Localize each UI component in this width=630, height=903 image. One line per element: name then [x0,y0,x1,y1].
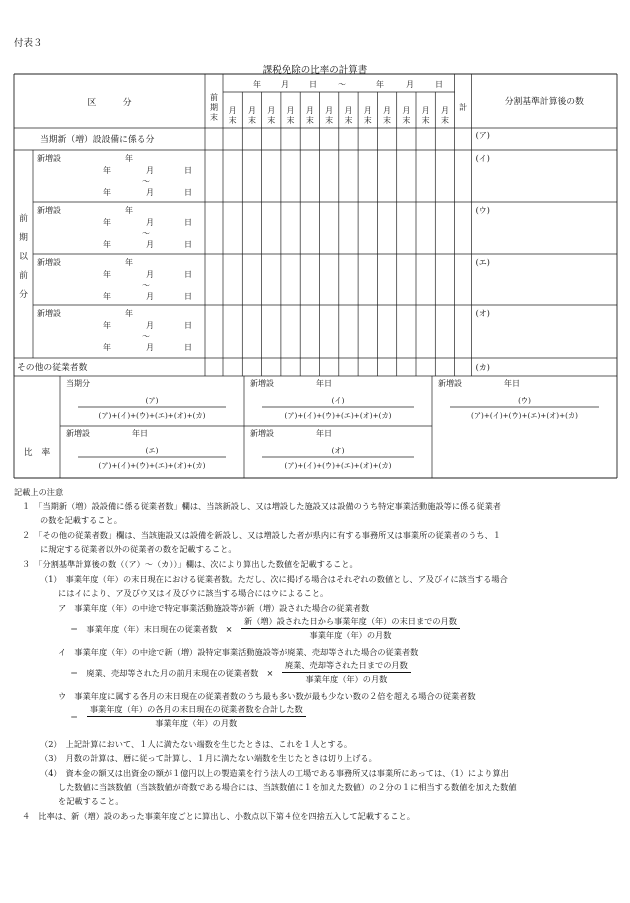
month-column-header: 月 [305,106,314,115]
month-column-header: 月 [325,106,334,115]
ratio-numerator-a: (ア) [145,396,159,405]
period-header-part: 月 [281,80,289,89]
period-header-part: 日 [309,80,317,89]
prev-period-end-header: 前 [210,93,218,102]
period-header-part: 年 [376,80,384,89]
month-column-header: 末 [286,116,295,125]
month-column-header: 月 [383,106,392,115]
note-2-line-2: に規定する従業者以外の従業者の数を記載すること。 [40,544,237,554]
block-tilde: ～ [142,332,150,341]
ratio-cell-heading: 新増設 [250,429,274,438]
block-date-day: 日 [184,343,192,352]
ratio-denominator-o: (ア)+(イ)+(ウ)+(エ)+(オ)+(カ) [284,461,392,470]
block-date-year: 年 [103,270,111,279]
period-header-part: ～ [338,80,346,89]
note-3-4-line-3: を記載すること。 [58,796,124,806]
others-row-label: その他の従業者数 [17,363,88,373]
ratio-label: 比 率 [23,448,51,458]
block-date-day: 日 [184,188,192,197]
note-3: ３ 「分割基準計算後の数（（ア）～（カ））」欄は、次により算出した数値を記載すること。 [22,559,358,569]
note-3-4-line-1: （4） 資本金の額又は出資金の額が１億円以上の製造業を行う法人の工場である事務所又は事業所にあっては、（1）により算出 [40,768,509,778]
block-new-setup-label: 新増設 [37,258,61,267]
marker-a: (ア) [475,131,490,140]
block-date-year: 年 [103,166,111,175]
block-date-month: 月 [146,343,154,352]
note-i-fraction [282,659,411,685]
block-date-month: 月 [146,188,154,197]
ratio-cell-year: 年日 [316,379,332,388]
prior-group-label-char: 期 [19,233,28,243]
prev-period-end-header: 期 [210,103,218,112]
note-u-numerator: 事業年度（年）の各月の末日現在の従業者数を合計した数 [87,703,306,717]
month-column-header: 月 [247,106,256,115]
block-date-month: 月 [146,218,154,227]
ratio-numerator-o: (オ) [331,446,345,455]
block-date-month: 月 [146,166,154,175]
month-column-header: 月 [228,106,237,115]
note-a-equation: ＝ 事業年度（年）末日現在の従業者数 × [70,624,233,635]
month-column-header: 末 [344,116,353,125]
block-date-year: 年 [103,343,111,352]
note-u-denominator: 事業年度（年）の月数 [155,717,238,728]
note-2-line-1: ２ 「その他の従業者数」欄は、当該施設又は設備を新設し、又は増設した者が県内に有する事務所又は事業所の従業者のうち、１ [22,530,501,540]
block-new-setup-label: 新増設 [37,309,61,318]
month-column-header: 末 [383,116,392,125]
total-header: 計 [459,103,468,112]
note-3-2: （2） 上記計算において、１人に満たない端数を生じたときは、これを１人とする。 [40,739,353,749]
month-column-header: 末 [247,116,256,125]
prior-group-label-char: 以 [19,252,28,262]
note-u-fraction [87,703,306,729]
prev-period-end-header: 末 [210,113,218,122]
ratio-cell-year: 年日 [132,429,148,438]
block-date-month: 月 [146,321,154,330]
block-date-year: 年 [103,240,111,249]
block-tilde: ～ [142,177,150,186]
note-3-4-line-2: した数値に当該数値（当該数値が奇数である場合には、当該数値に１を加えた数値）の２分の１に相当する数値を加えた数値 [58,782,517,792]
period-header-part: 日 [435,80,443,89]
marker-ka: (カ) [475,363,490,372]
block-date-day: 日 [184,240,192,249]
month-column-header: 末 [305,116,314,125]
month-column-header: 末 [363,116,372,125]
note-4: ４ 比率は、新（増）設のあった事業年度ごとに算出し、小数点以下第４位を四捨五入して記載すること。 [22,811,415,821]
block-date-month: 月 [146,270,154,279]
note-1-line-2: の数を記載すること。 [40,515,122,525]
period-header-part: 月 [406,80,414,89]
block-date-day: 日 [184,321,192,330]
block-new-setup-label: 新増設 [37,154,61,163]
block-year-label: 年 [125,206,133,215]
prior-group-label-char: 前 [19,214,28,224]
note-a-heading: ア 事業年度（年）の中途で特定事業活動施設等が新（増）設された場合の従業者数 [58,603,370,613]
note-a-numerator: 新（増）設された日から事業年度（年）の末日までの月数 [241,615,460,629]
block-marker: (イ) [475,154,490,163]
block-date-day: 日 [184,218,192,227]
note-i-equation: ＝ 廃業、売却等された月の前月末現在の従業者数 × [70,668,274,679]
block-date-year: 年 [103,188,111,197]
month-column-header: 末 [267,116,276,125]
note-i-numerator: 廃業、売却等された日までの月数 [282,659,411,673]
note-a-fraction [241,615,460,641]
month-column-header: 末 [440,116,449,125]
month-column-header: 月 [402,106,411,115]
ratio-cell-year: 年日 [316,429,332,438]
month-column-header: 月 [421,106,430,115]
block-year-label: 年 [125,258,133,267]
appendix-label: 付表３ [14,38,43,49]
period-header-part: 年 [253,80,261,89]
block-date-year: 年 [103,218,111,227]
ratio-cell-heading: 新増設 [438,379,462,388]
block-date-year: 年 [103,321,111,330]
month-column-header: 月 [286,106,295,115]
block-date-month: 月 [146,292,154,301]
ratio-denominator-i: (ア)+(イ)+(ウ)+(エ)+(オ)+(カ) [284,411,392,420]
ratio-denominator-e: (ア)+(イ)+(ウ)+(エ)+(オ)+(カ) [98,461,206,470]
block-new-setup-label: 新増設 [37,206,61,215]
ratio-denominator-u: (ア)+(イ)+(ウ)+(エ)+(オ)+(カ) [471,411,578,420]
result-header: 分割基準計算後の数 [504,97,584,107]
month-column-header: 月 [440,106,449,115]
note-3-1-line-2: にはイにより、ア及びウ又はイ及びウに該当する場合にはウによること。 [58,588,329,598]
block-date-day: 日 [184,166,192,175]
month-column-header: 月 [344,106,353,115]
block-marker: (オ) [475,309,490,318]
note-a-denominator: 事業年度（年）の月数 [309,629,392,640]
ratio-cell-heading: 当期分 [66,379,90,388]
note-u-equation: ＝ [70,712,79,723]
ratio-denominator-a: (ア)+(イ)+(ウ)+(エ)+(オ)+(カ) [98,411,206,420]
month-column-header: 末 [421,116,430,125]
form-title: 課税免除の比率の計算書 [262,65,368,76]
note-u-formula [70,705,306,731]
ratio-numerator-e: (エ) [145,446,159,455]
block-tilde: ～ [142,229,150,238]
prior-group-label-char: 前 [19,271,28,281]
ratio-numerator-i: (イ) [331,396,345,405]
month-column-header: 月 [267,106,276,115]
month-column-header: 末 [402,116,411,125]
note-i-heading: イ 事業年度（年）の中途で新（増）設特定事業活動施設等が廃業、売却等された場合の従業者数 [58,647,419,657]
block-marker: (ウ) [475,206,490,215]
month-column-header: 末 [228,116,237,125]
ratio-cell-heading: 新増設 [250,379,274,388]
note-u-heading: ウ 事業年度に属する各月の末日現在の従業者数のうち最も多い数が最も少ない数の２倍を超える場合の従業者数 [58,691,476,701]
block-year-label: 年 [125,309,133,318]
note-1-line-1: １ 「当期新（増）設設備に係る従業者数」欄は、当該新設し、又は増設した施設又は設備のうち特定事業活動施設等に係る従業者 [22,501,501,511]
category-header: 区 分 [87,98,132,108]
month-column-header: 月 [363,106,372,115]
block-date-day: 日 [184,292,192,301]
current-row-label: 当期新（増）設設備に係る分 [40,135,155,145]
note-3-3: （3） 月数の計算は、暦に従って計算し、１月に満たない端数を生じたときは切り上げる。 [40,753,377,763]
note-i-formula [70,661,411,687]
prior-group-label-char: 分 [19,290,28,300]
notes-heading: 記載上の注意 [14,487,64,497]
block-tilde: ～ [142,281,150,290]
block-marker: (エ) [475,258,490,267]
block-year-label: 年 [125,154,133,163]
ratio-cell-year: 年日 [504,379,520,388]
ratio-cell-heading: 新増設 [66,429,90,438]
note-i-denominator: 事業年度（年）の月数 [305,673,388,684]
block-date-month: 月 [146,240,154,249]
block-date-year: 年 [103,292,111,301]
ratio-numerator-u: (ウ) [518,396,531,405]
note-a-formula [70,617,460,643]
block-date-day: 日 [184,270,192,279]
note-3-1-line-1: （1） 事業年度（年）の末日現在における従業者数。ただし、次に掲げる場合はそれぞれの数値とし、ア及びイに該当する場合 [40,574,508,584]
month-column-header: 末 [325,116,334,125]
